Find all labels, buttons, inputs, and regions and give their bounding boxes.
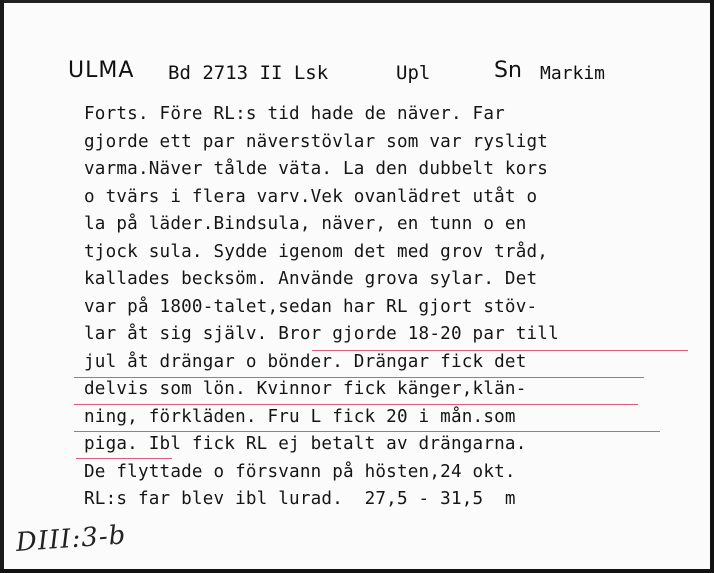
text-line: la på läder.Bindsula, näver, en tunn o en — [84, 214, 527, 234]
highlight-underline — [76, 458, 172, 459]
archive-code: ULMA — [68, 58, 135, 83]
region-code: Upl — [396, 62, 431, 84]
text-line: jul åt drängar o bönder. Drängar fick det — [84, 351, 527, 372]
text-line: gjorde ett par näverstövlar som var rysligt — [84, 131, 549, 152]
scan-edge-right — [710, 0, 714, 573]
highlight-underline — [74, 377, 644, 378]
text-line: var på 1800-talet,sedan har RL gjort stöv- — [84, 296, 538, 317]
text-line: tjock sula. Sydde igenom det med grov tråd, — [84, 241, 549, 262]
text-line: piga. Ibl fick RL ej betalt av drängarna. — [84, 434, 527, 454]
text-line: RL:s far blev ibl lurad. 27,5 - 31,5 m — [84, 489, 516, 509]
card-body — [84, 101, 704, 514]
parish-name: Markim — [540, 63, 606, 84]
text-line: Forts. Före RL:s tid hade de näver. Far — [84, 104, 505, 124]
scan-edge-top — [0, 0, 714, 3]
scan-edge-bottom — [0, 569, 714, 573]
text-line: ning, förkläden. Fru L fick 20 i mån.som — [84, 406, 516, 427]
highlight-underline — [312, 350, 688, 351]
highlight-underline — [74, 404, 638, 405]
scan-edge-left — [0, 0, 4, 573]
text-line: kallades becksöm. Använde grova sylar. Det — [84, 269, 538, 289]
text-line: De flyttade o försvann på hösten,24 okt. — [84, 461, 516, 482]
parish-prefix: Sn — [494, 58, 522, 83]
handwritten-margin-note: DIII:3-b — [14, 520, 128, 558]
highlight-underline — [74, 431, 660, 432]
text-line: varma.Näver tålde väta. La den dubbelt kors — [84, 159, 549, 179]
text-line: delvis som lön. Kvinnor fick känger,klän- — [84, 379, 527, 399]
card-header — [68, 58, 688, 92]
text-line: o tvärs i flera varv.Vek ovanlädret utåt o — [84, 186, 538, 207]
reference-number: Bd 2713 II Lsk — [168, 62, 329, 84]
text-line: lar åt sig själv. Bror gjorde 18-20 par till — [84, 324, 559, 344]
